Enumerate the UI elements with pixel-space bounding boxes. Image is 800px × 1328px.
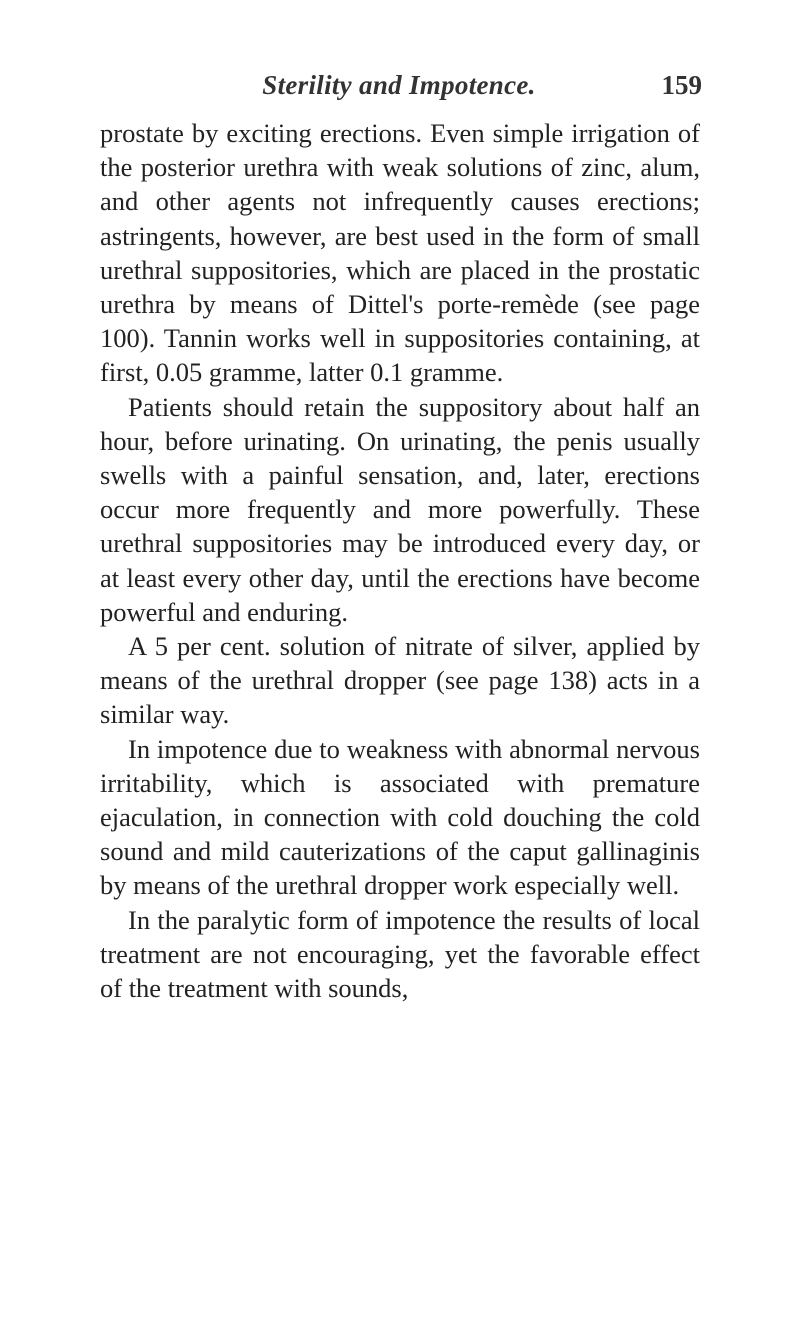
paragraph: Patients should retain the suppository about half an hour, before urinating. On urinating, the penis usually swells with a painful sensation, and, later, erections occur more frequently and more powerfully. These urethral suppositories may be introduced every day, or at least every other day, until the erections have become powerful and enduring. [100, 391, 700, 627]
paragraph: In the paralytic form of impotence the results of local treatment are not encouraging, yet the favorable effect of the treatment with sounds, [100, 904, 700, 1004]
page-number: 159 [661, 70, 702, 100]
body-text [100, 116, 700, 1005]
running-head [96, 66, 702, 106]
paragraph: In impotence due to weakness with abnormal nervous irritability, which is associated with premature ejaculation, in connection with cold douching the cold sound and mild cauterizations of the caput gallinaginis by means of the urethral dropper work especially well. [100, 733, 700, 901]
paragraph-continuation: prostate by exciting erections. Even simple irrigation of the posterior urethra with weak solutions of zinc, alum, and other agents not infrequently causes erections; astringents, however, are best used in the form of small urethral suppositories, which are placed in the prostatic urethra by means of Dittel's porte-remède (see page 100). Tannin works well in suppositories containing, at first, 0.05 gramme, latter 0.1 gramme. [100, 118, 700, 388]
paragraph: A 5 per cent. solution of nitrate of silver, applied by means of the urethral dropper (see page 138) acts in a similar way. [100, 631, 700, 730]
running-title: Sterility and Impotence. [262, 70, 536, 100]
